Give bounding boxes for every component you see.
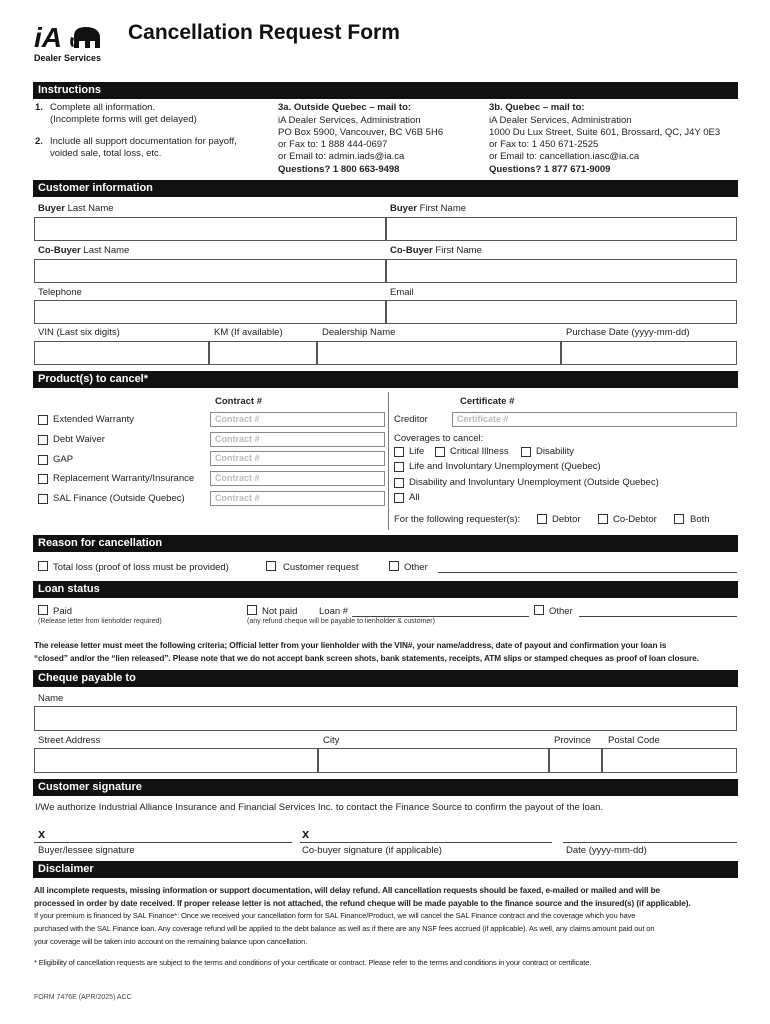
buyer-first-name-label: Buyer First Name: [390, 203, 467, 214]
buyer-signature-label: Buyer/lessee signature: [38, 845, 135, 856]
cheque-heading: Cheque payable to: [33, 670, 738, 687]
ia-logo: [34, 22, 108, 64]
cobuyer-last-name-label: Co-Buyer Last Name: [38, 245, 130, 256]
purchase-date-label: Purchase Date (yyyy-mm-dd): [566, 327, 690, 338]
col3a-line4: or Email to: admin.iads@ia.ca: [278, 151, 405, 162]
life-checkbox[interactable]: [394, 447, 404, 457]
certificate-number-field[interactable]: Certificate #: [452, 412, 737, 427]
instruction-1-line1: Complete all information.: [50, 102, 156, 113]
customer-request-label: Customer request: [283, 562, 359, 573]
street-label: Street Address: [38, 735, 101, 746]
street-field[interactable]: [34, 748, 318, 773]
km-label: KM (If available): [214, 327, 283, 338]
col3a-questions: Questions? 1 800 663-9498: [278, 164, 400, 175]
contract-number-field[interactable]: Contract #: [210, 412, 385, 427]
disclaimer-bold-line2: processed in order by date received. If proper release letter is not attached, the refund cheque will be made payable to the finance source and the insured(s) (if applicable).: [34, 898, 691, 908]
disclaimer-text-line2: purchased with the SAL Finance loan. Any coverage refund will be applied to the debt balance as well as if there are any NSF fees accrued (if applicable). As well, any claims amount paid out on: [34, 924, 655, 933]
product-label: Extended Warranty: [53, 414, 134, 425]
creditor-label: Creditor: [394, 414, 428, 425]
release-criteria-line2: “closed” and/or the “lien released”. Please note that we do not accept bank screen shots, bank statements, receipts, ATM slips or stamped cheques as proof of loan closure.: [34, 653, 699, 663]
instruction-2-line1: Include all support documentation for payoff,: [50, 136, 237, 147]
loan-heading: Loan status: [33, 581, 738, 598]
buyer-last-name-label: Buyer Last Name: [38, 203, 114, 214]
cobuyer-first-name-field[interactable]: [386, 259, 737, 283]
city-label: City: [323, 735, 340, 746]
codebtor-checkbox[interactable]: [598, 514, 608, 524]
coverages-label: Coverages to cancel:: [394, 433, 484, 444]
signature-heading: Customer signature: [33, 779, 738, 796]
contract-number-field[interactable]: Contract #: [210, 432, 385, 447]
col3b-line4: or Email to: cancellation.iasc@ia.ca: [489, 151, 640, 162]
cobuyer-first-name-label: Co-Buyer First Name: [390, 245, 482, 256]
col3b-title: 3b. Quebec – mail to:: [489, 102, 585, 113]
life-unemployment-label: Life and Involuntary Unemployment (Quebec): [409, 461, 601, 472]
buyer-x-mark: x: [38, 826, 46, 841]
form-id: FORM 7476E (APR/2025) ACC: [34, 994, 132, 1001]
release-criteria-line1: The release letter must meet the following criteria; Official letter from your lienholder with the VIN#, your name/address, date of payout and confirmation your loan is: [34, 640, 667, 650]
both-label: Both: [690, 514, 710, 525]
loan-other-label: Other: [549, 606, 573, 617]
customer-heading: Customer information: [33, 180, 738, 197]
reason-other-checkbox[interactable]: [389, 561, 399, 571]
elephant-icon: [68, 24, 104, 50]
contract-number-field[interactable]: Contract #: [210, 471, 385, 486]
disability-unemployment-label: Disability and Involuntary Unemployment (Outside Quebec): [409, 477, 659, 488]
loan-number-label: Loan #: [319, 606, 349, 617]
instruction-2-line2: voided sale, total loss, etc.: [50, 148, 162, 159]
postal-code-label: Postal Code: [608, 735, 660, 746]
disclaimer-heading: Disclaimer: [33, 861, 738, 878]
cobuyer-signature-label: Co-buyer signature (if applicable): [302, 845, 442, 856]
paid-label: Paid: [53, 606, 73, 617]
product-label: GAP: [53, 454, 74, 465]
disclaimer-text-line3: your coverage will be taken into account on the remaining balance upon cancellation.: [34, 937, 308, 946]
debtor-label: Debtor: [552, 514, 581, 525]
col3b-line3: or Fax to: 1 450 671-2525: [489, 139, 599, 150]
reason-other-label: Other: [404, 562, 428, 573]
both-checkbox[interactable]: [674, 514, 684, 524]
purchase-date-field[interactable]: [561, 341, 737, 365]
logo-subtitle: Dealer Services: [34, 53, 102, 63]
life-label: Life: [409, 446, 425, 457]
loan-number-field[interactable]: [352, 616, 529, 617]
vin-label: VIN (Last six digits): [38, 327, 120, 338]
telephone-field[interactable]: [34, 300, 386, 324]
col3a-line3: or Fax to: 1 888 444-0697: [278, 139, 388, 150]
instructions-heading: Instructions: [33, 82, 738, 99]
disclaimer-text-line1: If your premium is financed by SAL Finance*: Once we received your cancellation form for SAL Finance/Product, we will cancel the SAL Finance contract and the coverage which you have: [34, 911, 636, 920]
logo-text: iA: [34, 22, 62, 53]
requester-label: For the following requester(s):: [394, 514, 521, 525]
email-field[interactable]: [386, 300, 737, 324]
instruction-1-num: 1.: [35, 102, 43, 113]
cobuyer-x-mark: x: [302, 826, 310, 841]
instruction-1-line2: (Incomplete forms will get delayed): [50, 114, 197, 125]
buyer-signature-field[interactable]: [34, 842, 292, 843]
not-paid-checkbox[interactable]: [247, 605, 257, 615]
col3b-line1: iA Dealer Services, Administration: [489, 115, 632, 126]
city-field[interactable]: [318, 748, 549, 773]
paid-note: (Release letter from lienholder required): [38, 618, 162, 625]
dealership-label: Dealership Name: [322, 327, 396, 338]
eligibility-note: * Eligibility of cancellation requests are subject to the terms and conditions of your certificate or contract. Please refer to the terms and conditions in your contract or certificate.: [34, 958, 592, 967]
life-unemployment-checkbox[interactable]: [394, 462, 404, 472]
product-label: SAL Finance (Outside Quebec): [53, 493, 185, 504]
province-label: Province: [554, 735, 591, 746]
authorization-text: I/We authorize Industrial Alliance Insurance and Financial Services Inc. to contact the Finance Source to confirm the payout of the loan.: [35, 802, 604, 813]
replacement-warranty-checkbox[interactable]: [38, 474, 48, 484]
disability-unemployment-checkbox[interactable]: [394, 478, 404, 488]
products-heading: Product(s) to cancel*: [33, 371, 738, 388]
disclaimer-bold-line1: All incomplete requests, missing information or support documentation, will delay refund. All cancellation requests should be faxed, e-mailed or mailed and will be: [34, 885, 661, 895]
gap-checkbox[interactable]: [38, 455, 48, 465]
extended-warranty-checkbox[interactable]: [38, 415, 48, 425]
signature-date-label: Date (yyyy-mm-dd): [566, 845, 647, 856]
contract-column-header: Contract #: [215, 396, 262, 407]
all-coverages-label: All: [409, 492, 420, 503]
paid-checkbox[interactable]: [38, 605, 48, 615]
products-divider: [388, 392, 389, 530]
payee-name-label: Name: [38, 693, 64, 704]
buyer-last-name-field[interactable]: [34, 217, 386, 241]
contract-number-field[interactable]: Contract #: [210, 451, 385, 466]
km-field[interactable]: [209, 341, 317, 365]
codebtor-label: Co-Debtor: [613, 514, 657, 525]
email-label: Email: [390, 287, 414, 298]
reason-heading: Reason for cancellation: [33, 535, 738, 552]
debtor-checkbox[interactable]: [537, 514, 547, 524]
reason-other-field[interactable]: [438, 572, 737, 573]
payee-name-field[interactable]: [34, 706, 737, 731]
loan-other-checkbox[interactable]: [534, 605, 544, 615]
col3a-line1: iA Dealer Services, Administration: [278, 115, 421, 126]
total-loss-checkbox[interactable]: [38, 561, 48, 571]
critical-illness-checkbox[interactable]: [435, 447, 445, 457]
contract-number-field[interactable]: Contract #: [210, 491, 385, 506]
col3b-line2: 1000 Du Lux Street, Suite 601, Brossard, QC, J4Y 0E3: [489, 127, 721, 138]
product-label: Debt Waiver: [53, 434, 105, 445]
vin-field[interactable]: [34, 341, 209, 365]
province-field[interactable]: [549, 748, 602, 773]
disability-label: Disability: [536, 446, 575, 457]
customer-request-checkbox[interactable]: [266, 561, 276, 571]
col3b-questions: Questions? 1 877 671-9009: [489, 164, 611, 175]
col3a-line2: PO Box 5900, Vancouver, BC V6B 5H6: [278, 127, 444, 138]
dealership-field[interactable]: [317, 341, 561, 365]
all-coverages-checkbox[interactable]: [394, 493, 404, 503]
page-title: Cancellation Request Form: [128, 21, 400, 44]
loan-other-field[interactable]: [579, 616, 737, 617]
debt-waiver-checkbox[interactable]: [38, 435, 48, 445]
postal-code-field[interactable]: [602, 748, 737, 773]
product-label: Replacement Warranty/Insurance: [53, 473, 195, 484]
cobuyer-signature-field[interactable]: [300, 842, 552, 843]
instruction-2-num: 2.: [35, 136, 43, 147]
disability-checkbox[interactable]: [521, 447, 531, 457]
not-paid-label: Not paid: [262, 606, 298, 617]
not-paid-note: (any refund cheque will be payable to lienholder & customer): [247, 618, 435, 625]
signature-date-field[interactable]: [563, 842, 737, 843]
telephone-label: Telephone: [38, 287, 82, 298]
total-loss-label: Total loss (proof of loss must be provided): [53, 562, 229, 573]
sal-finance-checkbox[interactable]: [38, 494, 48, 504]
critical-illness-label: Critical Illness: [450, 446, 509, 457]
certificate-column-header: Certificate #: [460, 396, 515, 407]
col3a-title: 3a. Outside Quebec – mail to:: [278, 102, 412, 113]
cobuyer-last-name-field[interactable]: [34, 259, 386, 283]
buyer-first-name-field[interactable]: [386, 217, 737, 241]
